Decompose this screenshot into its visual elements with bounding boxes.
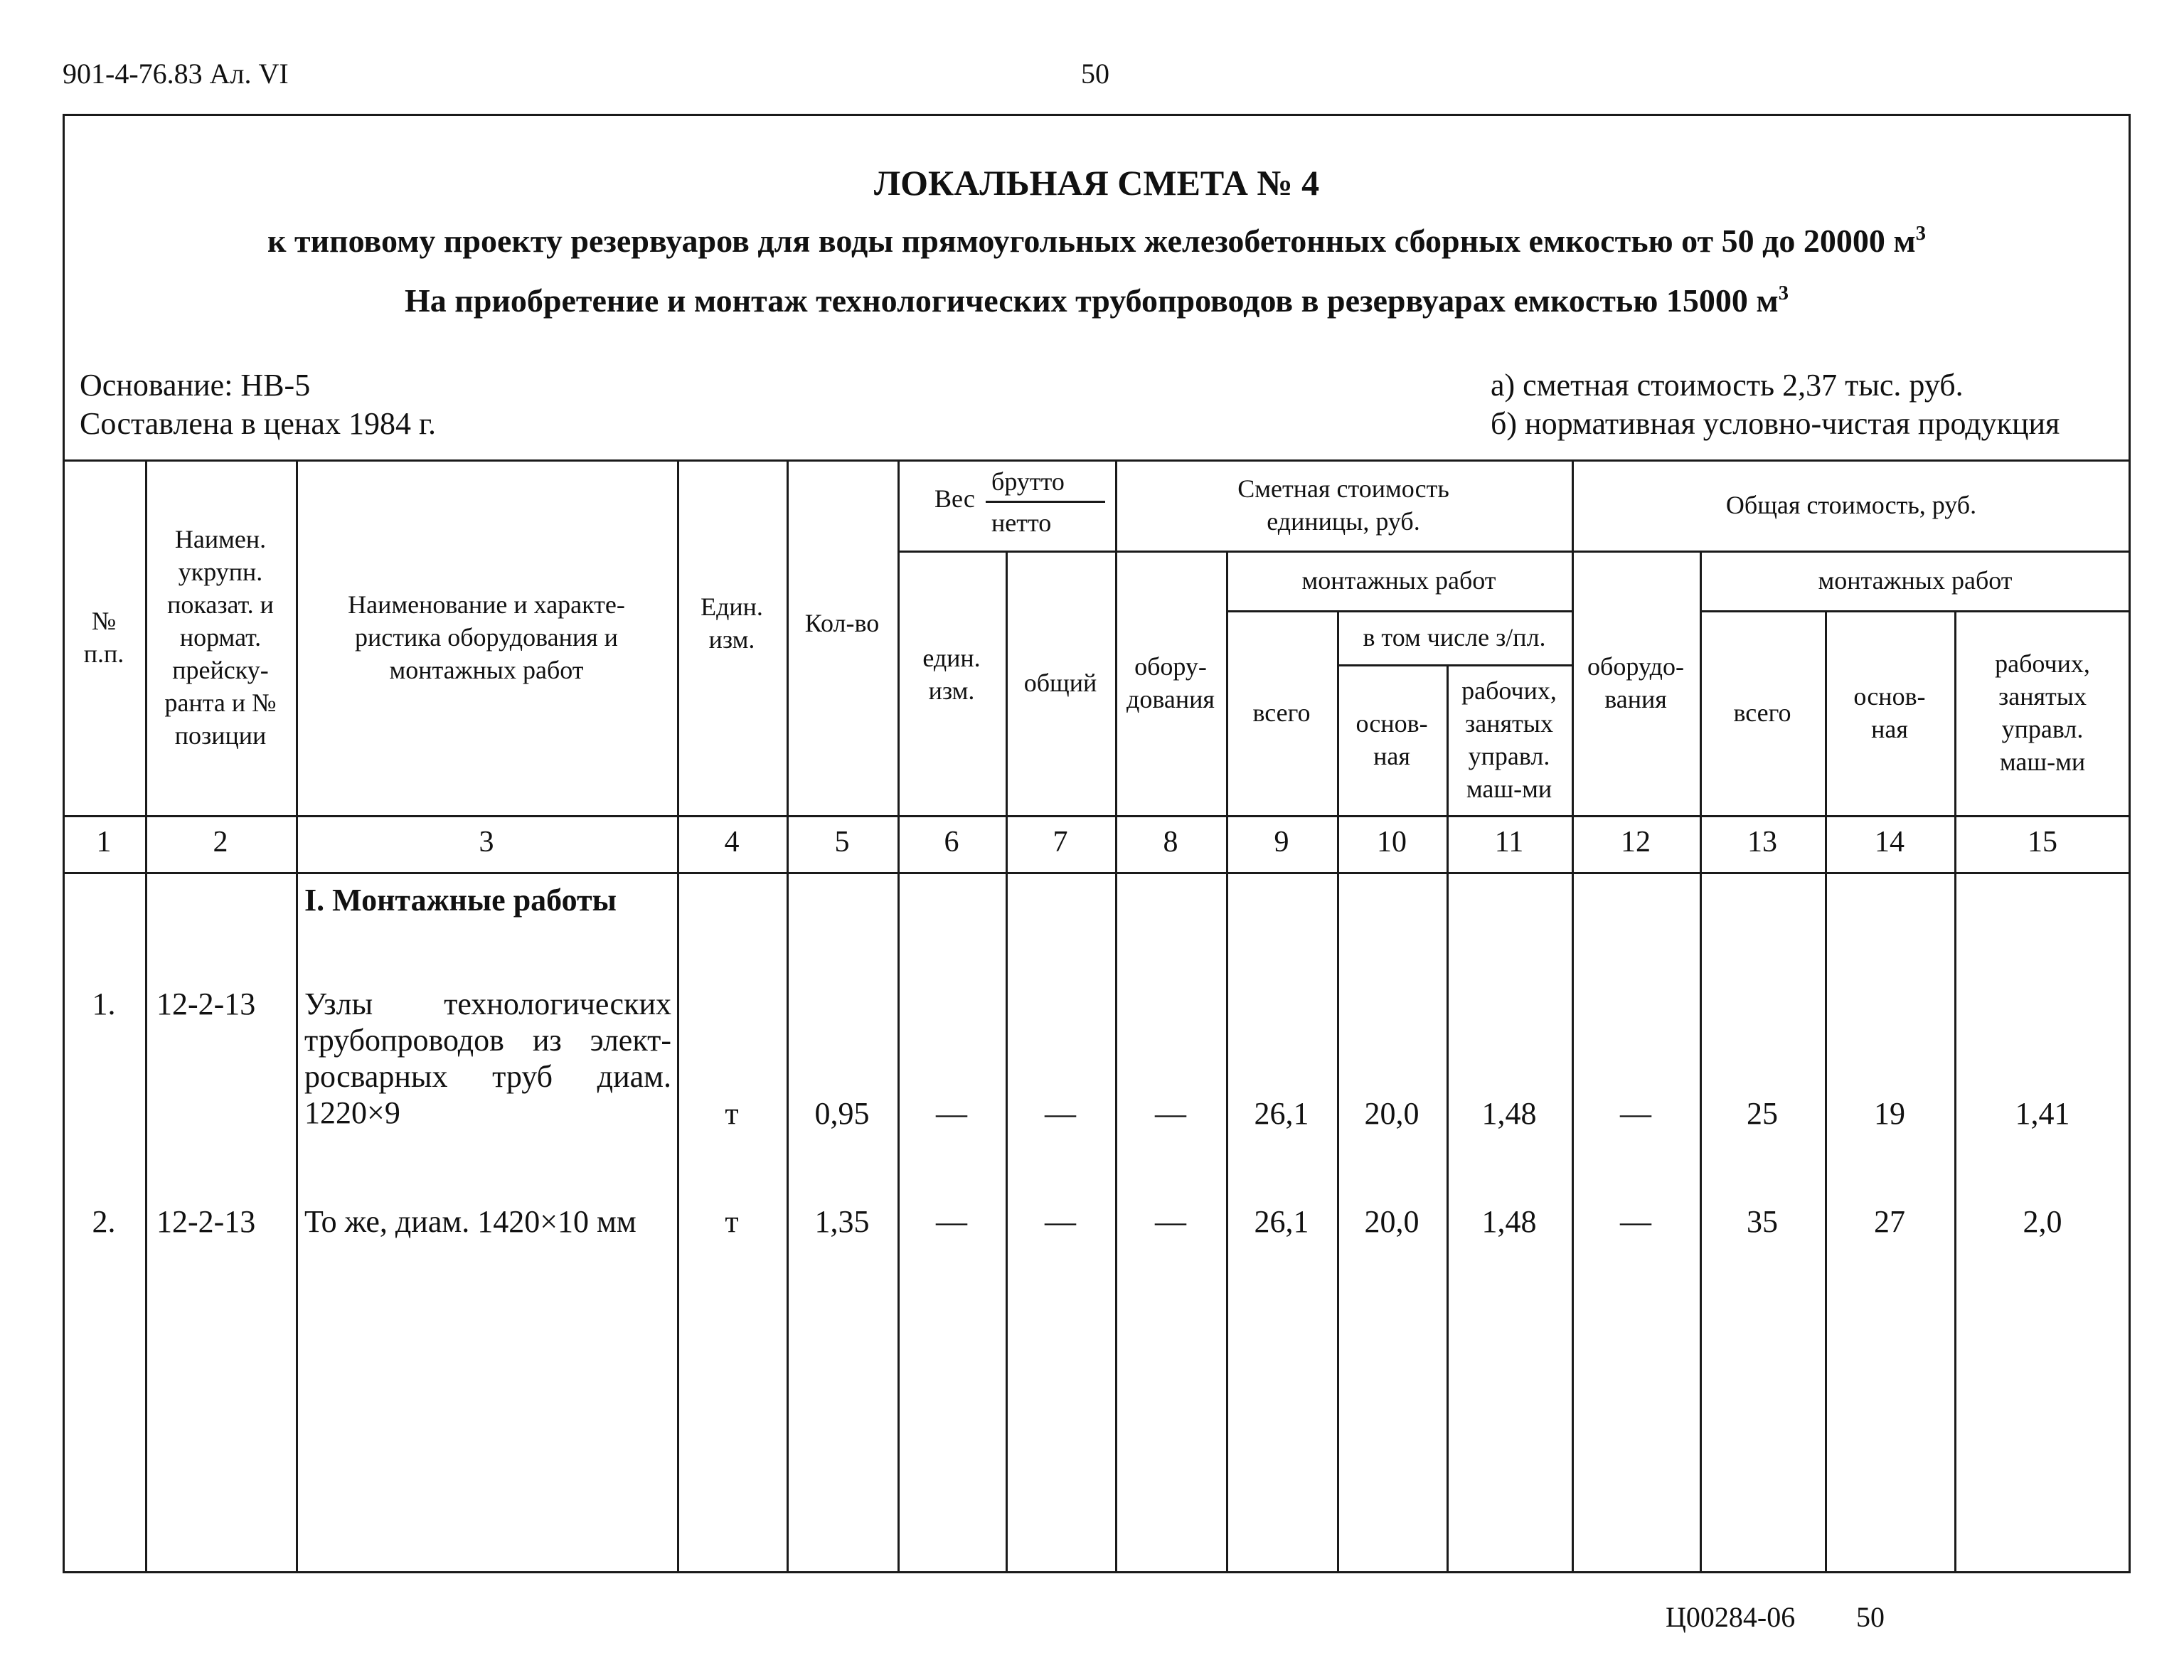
weight-fraction-line <box>986 501 1105 503</box>
header-unit-machine: рабочих, занятых управл. маш-ми <box>1461 676 1557 804</box>
column-number: 6 <box>944 826 959 858</box>
column-number: 12 <box>1621 826 1651 858</box>
header-unit-base: основ-ная <box>1355 708 1428 770</box>
header-installation-total: монтажных работ <box>1818 565 2013 595</box>
basis-text: Основание: НВ-5 <box>80 368 311 403</box>
row-quantity: 1,35 <box>814 1204 870 1239</box>
row-name-line: Узлы технологических <box>304 987 671 1021</box>
row-name <box>304 986 671 1131</box>
header-row-number: № п.п. <box>83 606 124 668</box>
column-number: 11 <box>1494 826 1524 858</box>
section-title: I. Монтажные работы <box>304 883 617 918</box>
column-number: 9 <box>1274 826 1289 858</box>
doc-subtitle-1: к типовому проекту резервуаров для воды прямоугольных железобетонных сборных емкостью от 50 до 20000 $м^3$ <box>267 222 1927 259</box>
header-equipment-total: оборудо-вания <box>1587 652 1684 713</box>
row-weight-unit: — <box>936 1204 967 1239</box>
column-number: 4 <box>724 826 740 858</box>
column-number: 3 <box>479 826 494 858</box>
header-weight-total: общий <box>1023 668 1097 697</box>
row-name-line: трубопроводов из элект- <box>304 1023 671 1058</box>
row-unit: т <box>725 1204 739 1239</box>
header-equipment-unit: обору-дования <box>1126 652 1215 713</box>
column-number: 8 <box>1163 826 1178 858</box>
header-net: нетто <box>991 509 1052 537</box>
row-installation-unit-total: 26,1 <box>1254 1204 1309 1239</box>
column-number: 10 <box>1377 826 1407 858</box>
header-weight: Вес <box>934 484 975 513</box>
column-number: 2 <box>213 826 228 858</box>
row-equipment-total: — <box>1620 1204 1651 1239</box>
row-installation-unit-total: 26,1 <box>1254 1096 1309 1131</box>
net-product-text: б) нормативная условно-чистая продукция <box>1491 406 2060 441</box>
column-number: 13 <box>1747 826 1777 858</box>
header-unit-cost: Сметная стоимость единицы, руб. <box>1237 474 1449 536</box>
row-number: 1. <box>92 987 116 1021</box>
header-unit: Един. изм. <box>701 592 763 654</box>
header-item-name: Наименование и характе-ристика оборудования и монтажных работ <box>348 590 625 685</box>
header-unit-total: всего <box>1252 698 1311 727</box>
doc-title: ЛОКАЛЬНАЯ СМЕТА № 4 <box>873 163 1320 203</box>
row-number: 2. <box>92 1204 116 1239</box>
row-installation-sum-base: 19 <box>1874 1096 1905 1131</box>
row-name-line: 1220×9 <box>304 1095 400 1130</box>
row-installation-unit-base: 20,0 <box>1364 1096 1419 1131</box>
row-installation-unit-machine: 1,48 <box>1481 1096 1537 1131</box>
header-quantity: Кол-во <box>804 608 880 637</box>
header-incl-wages: в том числе з/пл. <box>1363 622 1546 652</box>
header-price-list-position: Наимен. укрупн. показат. и нормат. прейску-ранта и № позиции <box>164 524 277 750</box>
header-installation-unit: монтажных работ <box>1301 565 1496 595</box>
row-weight-total: — <box>1045 1204 1076 1239</box>
page-number-bottom: 50 <box>1856 1601 1885 1633</box>
row-unit: т <box>725 1096 739 1131</box>
row-weight-unit: — <box>936 1096 967 1131</box>
header-gross: брутто <box>991 467 1065 496</box>
row-installation-sum: 35 <box>1747 1204 1778 1239</box>
header-total-cost: Общая стоимость, руб. <box>1725 490 1977 519</box>
page-number-top: 50 <box>1081 58 1109 90</box>
row-equipment-unit: — <box>1155 1096 1186 1131</box>
header-weight-unit: един. изм. <box>922 643 981 705</box>
column-number: 14 <box>1875 826 1905 858</box>
row-equipment-total: — <box>1620 1096 1651 1131</box>
row-equipment-unit: — <box>1155 1204 1186 1239</box>
document-code: 901-4-76.83 Ал. VI <box>63 58 289 90</box>
row-installation-unit-machine: 1,48 <box>1481 1204 1537 1239</box>
row-name: То же, диам. 1420×10 мм <box>304 1204 636 1239</box>
column-number: 5 <box>834 826 850 858</box>
footer-code: Ц00284-06 <box>1666 1601 1796 1633</box>
row-code: 12-2-13 <box>156 1204 256 1239</box>
row-installation-sum-machine: 1,41 <box>2015 1096 2070 1131</box>
row-installation-sum-machine: 2,0 <box>2023 1204 2062 1239</box>
column-number: 7 <box>1053 826 1068 858</box>
row-installation-sum: 25 <box>1747 1096 1778 1131</box>
row-installation-sum-base: 27 <box>1874 1204 1905 1239</box>
header-sum-total: всего <box>1733 698 1791 727</box>
doc-subtitle-2: На приобретение и монтаж технологических трубопроводов в резервуарах емкостью 15000 $м^3$ <box>405 282 1789 319</box>
row-name-line: росварных труб диам. <box>304 1059 671 1094</box>
column-number: 1 <box>96 826 112 858</box>
row-weight-total: — <box>1045 1096 1076 1131</box>
column-number: 15 <box>2028 826 2057 858</box>
row-installation-unit-base: 20,0 <box>1364 1204 1419 1239</box>
header-sum-base: основ-ная <box>1853 681 1926 743</box>
estimated-cost-text: а) сметная стоимость 2,37 тыс. руб. <box>1491 368 1964 403</box>
header-sum-machine: рабочих, занятых управл. маш-ми <box>1995 649 2090 777</box>
prices-text: Составлена в ценах 1984 г. <box>80 406 437 441</box>
row-code: 12-2-13 <box>156 987 256 1021</box>
row-quantity: 0,95 <box>814 1096 870 1131</box>
